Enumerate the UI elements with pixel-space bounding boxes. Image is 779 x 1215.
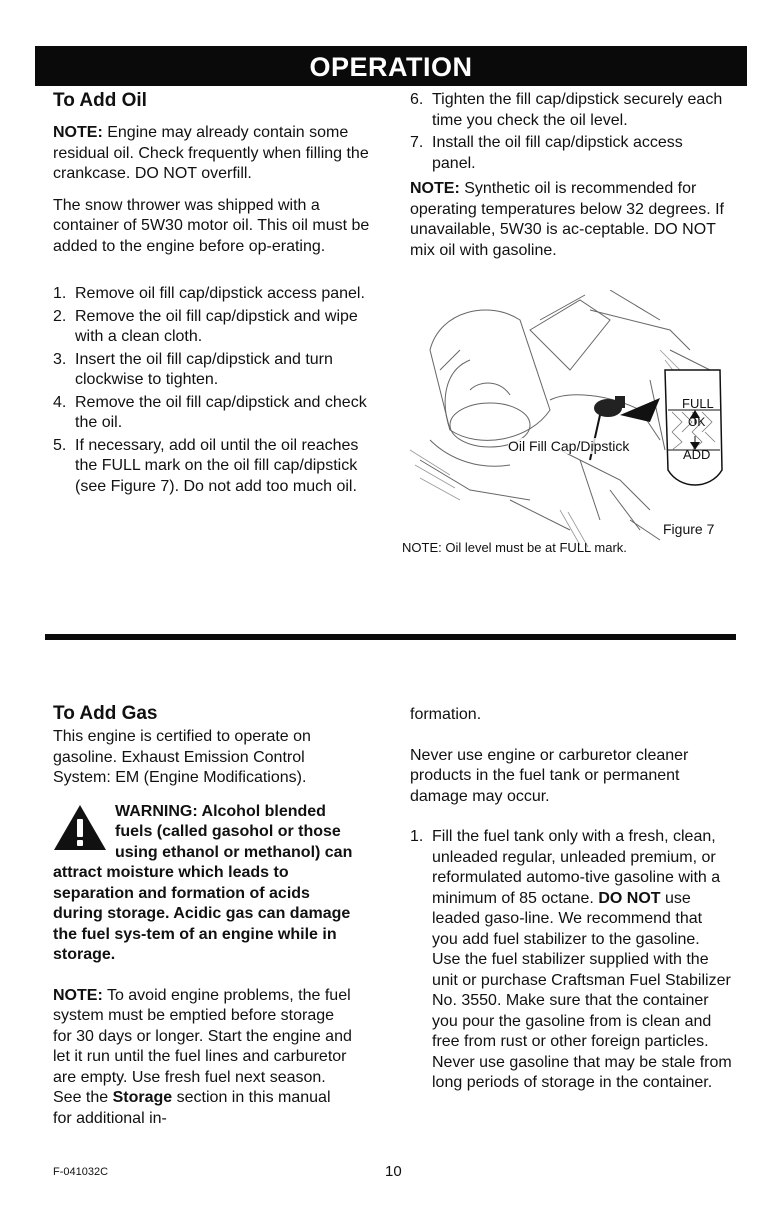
engine-illustration <box>410 290 730 550</box>
step-2: 2. Remove the oil fill cap/dipstick and wipe with a clean cloth. <box>53 307 358 345</box>
add-gas-heading: To Add Gas <box>53 703 158 724</box>
step-3: 3. Insert the oil fill cap/dipstick and turn clockwise to tighten. <box>53 350 333 388</box>
fuel-storage-note: NOTE: To avoid engine problems, the fuel system must be emptied before storage for 30 days or longer. Start the engine and let it run until the fuel lines and carburetor are empty. Use fresh fuel next season. See the Storage section in this manual for additional in- <box>53 986 352 1127</box>
add-oil-paragraph: The snow thrower was shipped with a container of 5W30 motor oil. This oil must be added to the engine before op-erating. <box>53 196 370 255</box>
add-oil-left-column <box>53 90 373 497</box>
figure-caption: NOTE: Oil level must be at FULL mark. <box>402 540 627 555</box>
synthetic-oil-note: NOTE: Synthetic oil is recommended for operating temperatures below 32 degrees. If unavailable, 5W30 is ac-ceptable. DO NOT mix oil with gasoline. <box>410 180 724 259</box>
add-gas-intro: This engine is certified to operate on gasoline. Exhaust Emission Control System: EM (Engine Modifications). <box>53 728 311 786</box>
step-4: 4. Remove the oil fill cap/dipstick and check the oil. <box>53 393 367 431</box>
document-code: F-041032C <box>53 1166 109 1178</box>
step-5: 5. If necessary, add oil until the oil reaches the FULL mark on the oil fill cap/dipstick (see Figure 7). Do not add too much oil. <box>53 436 359 495</box>
cleaner-warning: Never use engine or carburetor cleaner products in the fuel tank or permanent damage may occur. <box>410 746 689 805</box>
step-6: 6. Tighten the fill cap/dipstick securely each time you check the oil level. <box>410 91 723 129</box>
full-mark: FULL <box>682 396 714 411</box>
step-1: 1. Remove oil fill cap/dipstick access panel. <box>53 285 365 302</box>
ok-mark: OK <box>688 415 706 429</box>
add-oil-right-column <box>410 90 730 261</box>
add-oil-note: NOTE: Engine may already contain some residual oil. Check frequently when filling the crankcase. DO NOT overfill. <box>53 124 369 182</box>
add-mark: ADD <box>683 447 711 462</box>
add-oil-heading: To Add Oil <box>53 90 147 111</box>
continued-text: formation. <box>410 706 482 723</box>
header-title: OPERATION <box>309 52 473 82</box>
fuel-steps <box>410 827 732 1094</box>
add-oil-steps-right <box>410 90 730 174</box>
add-gas-left-column <box>53 703 353 1129</box>
alcohol-warning <box>53 802 353 966</box>
section-header <box>35 46 747 86</box>
warning-icon <box>53 803 107 851</box>
step-7: 7. Install the oil fill cap/dipstick access panel. <box>410 134 683 172</box>
fuel-step-1: 1. Fill the fuel tank only with a fresh, clean, unleaded regular, unleaded premium, or reformulated automo-tive gasoline with a minimum of 85 octane. DO NOT use leaded gaso-line. We recommend that you add fuel stabilizer to the gasoline. Use the fuel stabilizer supplied with the unit or purchase Craftsman Fuel Stabilizer No. 3550. Make sure that the container you pour the gasoline from is clean and free from rust or other foreign particles. Never use gasoline that may be stale from long periods of storage in the container. <box>410 828 732 1091</box>
add-gas-right-column <box>410 705 732 1094</box>
add-oil-steps-left <box>53 284 373 497</box>
page-number: 10 <box>385 1163 402 1180</box>
warning-text: WARNING: Alcohol blended fuels (called gasohol or those using ethanol or methanol) can attract moisture which leads to separation and formation of acids during storage. Acidic gas can damage the fuel sys-tem of an engine while in storage. <box>53 802 353 963</box>
section-divider <box>45 634 736 640</box>
figure-7 <box>402 290 730 572</box>
figure-number: Figure 7 <box>663 521 715 537</box>
dipstick-callout: Oil Fill Cap/Dipstick <box>508 438 630 454</box>
